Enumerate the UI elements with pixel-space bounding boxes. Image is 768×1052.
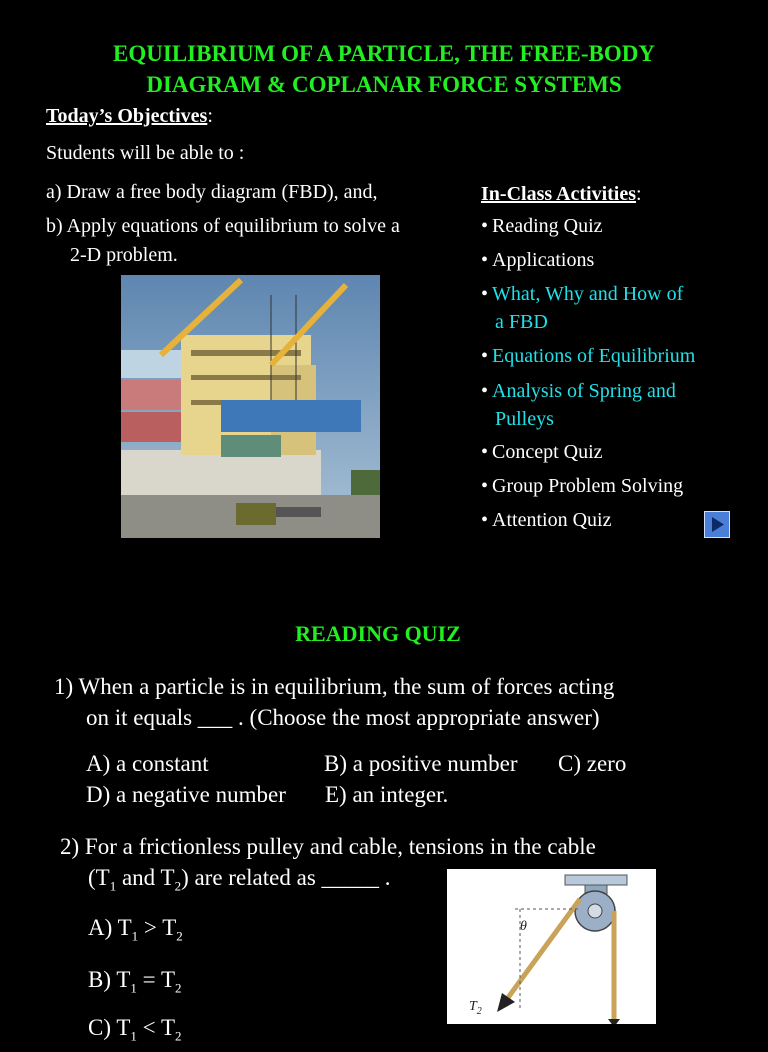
bullet-icon: • <box>481 441 489 463</box>
answer-1e: E) an integer. <box>325 782 449 807</box>
q2-text-pre: (T <box>88 865 110 890</box>
activity-label: Analysis of Spring and <box>492 380 676 402</box>
activity-label: Concept Quiz <box>492 441 603 463</box>
pulley-figure <box>447 869 656 1024</box>
activity-item-spring <box>481 377 676 405</box>
activity-label: What, Why and How of <box>492 283 684 305</box>
activity-label: Applications <box>492 249 595 271</box>
a2b-op: = T <box>136 967 175 992</box>
ship-crane-photo <box>121 275 380 538</box>
question-2-line2 <box>88 862 391 902</box>
activity-item-attention-quiz <box>481 506 611 534</box>
objectives-heading-text: Today’s Objectives <box>46 105 208 127</box>
title-line-2: DIAGRAM & COPLANAR FORCE SYSTEMS <box>146 72 622 97</box>
bullet-icon: • <box>481 475 489 497</box>
q2-text-post: ) are related as _____ . <box>181 865 391 890</box>
play-arrow-icon <box>705 512 729 537</box>
ship-crane-illustration <box>121 275 380 538</box>
activity-item-applications <box>481 246 594 274</box>
answer-1d: D) a negative number <box>86 782 286 807</box>
activity-item-reading-quiz <box>481 212 603 240</box>
a2a-sub2: 2 <box>176 928 183 944</box>
activity-item-concept-quiz <box>481 438 603 466</box>
answer-2a <box>88 912 183 952</box>
activity-label: Reading Quiz <box>492 215 603 237</box>
activity-item-fbd-line2: a FBD <box>495 311 548 333</box>
a2c-sub2: 2 <box>175 1028 182 1044</box>
a2b-sub1: 1 <box>130 980 137 996</box>
activities-heading-text: In-Class Activities <box>481 183 636 205</box>
activities-heading-colon: : <box>636 183 642 205</box>
activity-label: Equations of Equilibrium <box>492 345 696 367</box>
t2-label-main: T <box>469 999 477 1014</box>
activity-item-spring-line2: Pulleys <box>495 408 554 430</box>
a2a-pre: A) T <box>88 915 132 940</box>
a2a-op: > T <box>138 915 177 940</box>
next-slide-button[interactable] <box>704 511 730 538</box>
answer-2c <box>88 1012 182 1052</box>
answer-2b <box>88 964 182 1004</box>
answer-1a: A) a constant <box>86 751 209 776</box>
bullet-icon: • <box>481 380 489 402</box>
a2c-op: < T <box>136 1015 175 1040</box>
theta-label: θ <box>520 919 527 934</box>
objective-b-line2: 2-D problem. <box>70 244 178 266</box>
activity-item-group-problem <box>481 472 683 500</box>
q2-sub-2: 2 <box>174 878 182 894</box>
objectives-heading-colon: : <box>207 105 213 127</box>
reading-quiz-heading: READING QUIZ <box>295 621 461 646</box>
a2c-pre: C) T <box>88 1015 131 1040</box>
bullet-icon: • <box>481 283 489 305</box>
activity-item-fbd <box>481 280 683 308</box>
a2a-sub1: 1 <box>131 928 139 944</box>
objective-b-line1: b) Apply equations of equilibrium to solve a <box>46 215 400 237</box>
a2c-sub1: 1 <box>130 1028 137 1044</box>
bullet-icon: • <box>481 345 489 367</box>
activity-label: Group Problem Solving <box>492 475 684 497</box>
bullet-icon: • <box>481 215 489 237</box>
question-1-line1: 1) When a particle is in equilibrium, the sum of forces acting <box>54 674 615 699</box>
activity-label: Attention Quiz <box>492 509 612 531</box>
objective-a: a) Draw a free body diagram (FBD), and, <box>46 181 378 203</box>
q2-text-mid: and T <box>116 865 175 890</box>
answer-1b: B) a positive number <box>324 751 518 776</box>
t2-label <box>469 999 482 1017</box>
activity-item-equations <box>481 342 695 370</box>
a2b-pre: B) T <box>88 967 131 992</box>
answer-1c: C) zero <box>558 751 627 776</box>
question-2-line1: 2) For a frictionless pulley and cable, tensions in the cable <box>60 834 596 859</box>
activities-heading <box>481 181 642 207</box>
bullet-icon: • <box>481 249 489 271</box>
objectives-heading <box>46 103 213 129</box>
t2-label-sub: 2 <box>476 1005 482 1017</box>
page-title <box>0 38 768 100</box>
a2b-sub2: 2 <box>175 980 182 996</box>
objectives-intro: Students will be able to : <box>46 142 245 164</box>
title-line-1: EQUILIBRIUM OF A PARTICLE, THE FREE-BODY <box>113 41 655 66</box>
question-1-line2: on it equals ___ . (Choose the most appropriate answer) <box>86 705 600 730</box>
q2-sub-1: 1 <box>109 878 117 894</box>
bullet-icon: • <box>481 509 489 531</box>
